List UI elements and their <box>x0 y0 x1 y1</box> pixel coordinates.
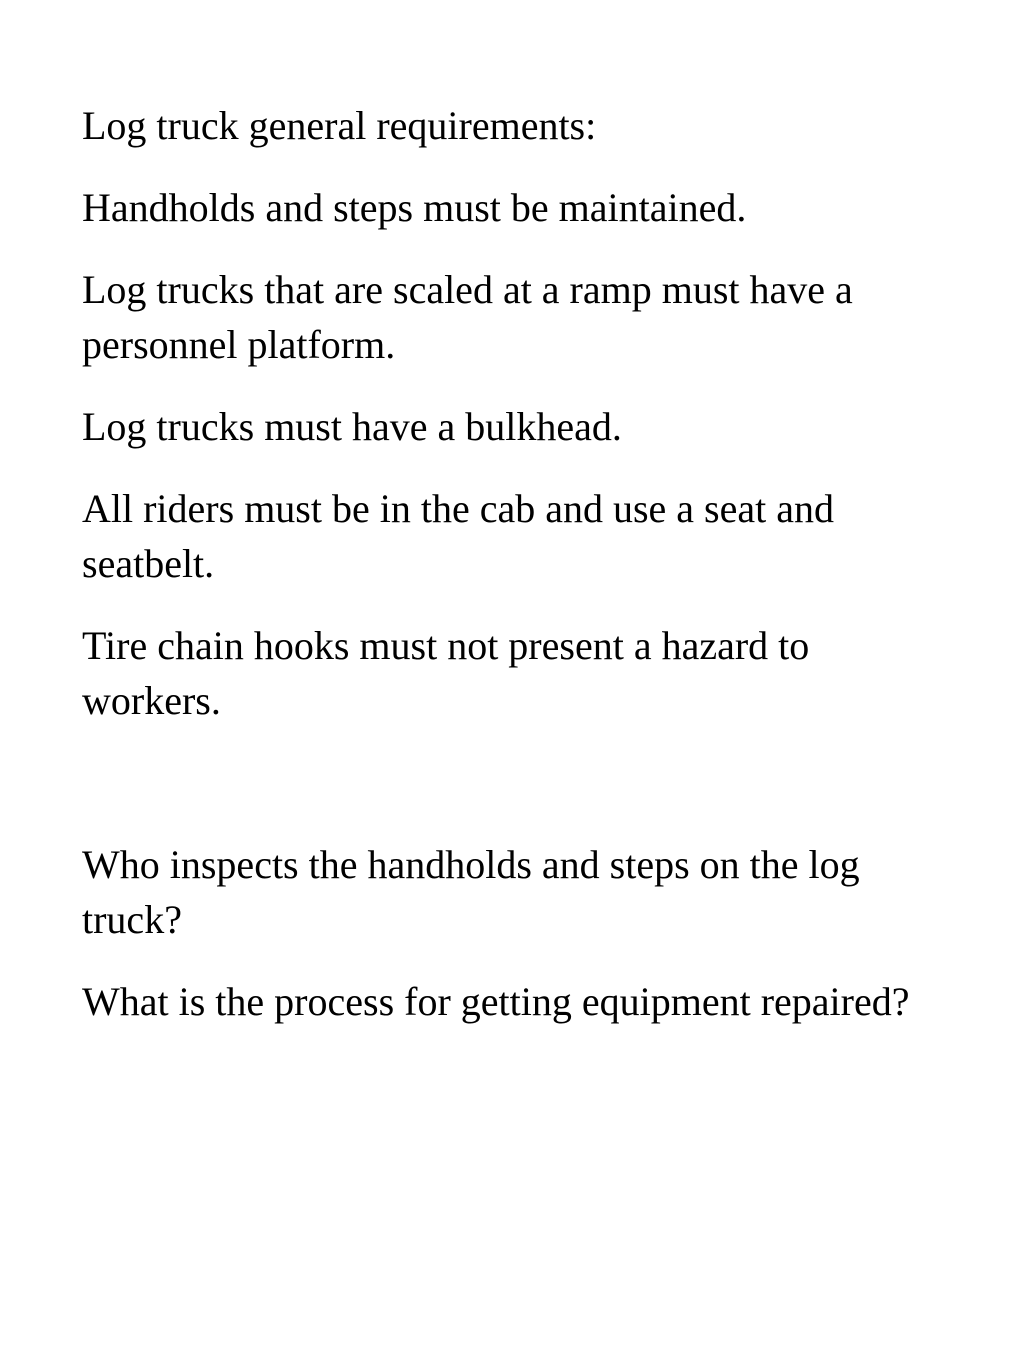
requirement-item: Tire chain hooks must not present a hazard to workers. <box>82 623 810 723</box>
question-item: What is the process for getting equipment repaired? <box>82 979 910 1024</box>
requirement-item: Log trucks that are scaled at a ramp must have a personnel platform. <box>82 267 853 367</box>
requirement-item: Handholds and steps must be maintained. <box>82 185 747 230</box>
requirement-item: All riders must be in the cab and use a seat and seatbelt. <box>82 486 834 586</box>
section-spacer <box>82 755 932 837</box>
document-page <box>82 98 932 1056</box>
requirements-heading: Log truck general requirements: <box>82 103 597 148</box>
requirement-item: Log trucks must have a bulkhead. <box>82 404 622 449</box>
question-item: Who inspects the handholds and steps on the log truck? <box>82 842 860 942</box>
